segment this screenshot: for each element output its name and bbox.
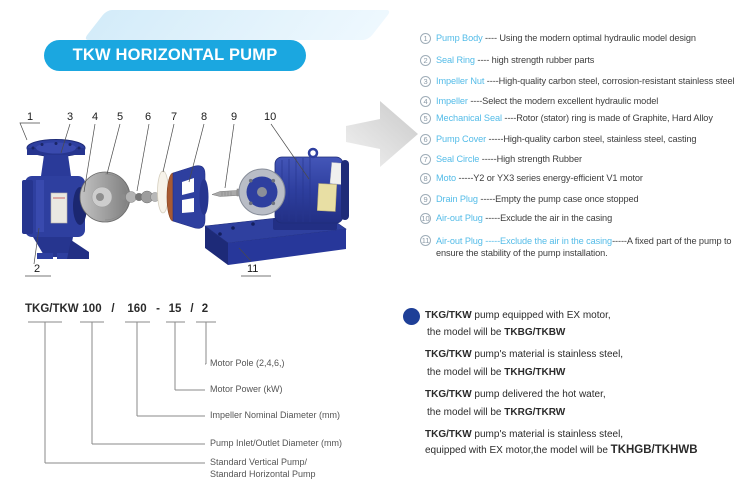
parts-list-item — [420, 213, 612, 223]
part-number-badge: 2 — [420, 55, 431, 66]
part-number-badge: 4 — [420, 96, 431, 107]
model-segment-pole: 2 — [201, 303, 209, 315]
part-name: Drain Plug — [436, 194, 478, 204]
part-number-badge: 5 — [420, 113, 431, 124]
pump-exploded-diagram — [15, 100, 350, 290]
part-number-badge: 8 — [420, 173, 431, 184]
label-inlet-outlet-diameter: Pump Inlet/Outlet Diameter (mm) — [210, 438, 343, 448]
callout-9: 9 — [231, 111, 238, 123]
pump-body-graphic — [22, 140, 89, 260]
variant-text: pump equipped with EX motor, — [471, 310, 611, 321]
label-standard-pump-line1: Standard Vertical Pump/ — [210, 457, 308, 467]
part-number-badge: 3 — [420, 76, 431, 87]
part-description: ---- high strength rubber parts — [474, 55, 595, 65]
variant-line — [427, 327, 565, 339]
part-name: Impeller — [436, 96, 468, 106]
variant-line — [427, 407, 565, 419]
parts-list-item — [420, 55, 594, 65]
callout-10: 10 — [264, 111, 277, 123]
pump-cover-graphic — [167, 166, 209, 229]
variant-text: the model will be — [427, 407, 505, 418]
variant-text: equipped with EX motor,the model will be — [425, 445, 611, 456]
parts-list-item — [420, 76, 734, 86]
part-name: Seal Ring — [436, 55, 475, 65]
model-separator: - — [156, 303, 160, 315]
variant-text: the model will be — [427, 327, 505, 338]
part-description: ---- Using the modern optimal hydraulic model design — [482, 33, 696, 43]
part-name: Seal Circle — [436, 154, 480, 164]
part-description: ----High-quality carbon steel, corrosion-resistant stainless steel — [484, 76, 735, 86]
part-number-badge: 10 — [421, 214, 430, 223]
series-code: TKG/TKW — [425, 429, 472, 440]
parts-list-item — [420, 154, 582, 164]
variant-line — [425, 444, 698, 457]
swoosh-decoration — [83, 10, 391, 40]
callout-4: 4 — [92, 111, 99, 123]
parts-list-item — [420, 33, 696, 43]
part-number-badge: 7 — [420, 154, 431, 165]
model-code: TKRG/TKRW — [504, 407, 566, 418]
page-title: TKW HORIZONTAL PUMP — [44, 40, 306, 71]
variant-text: pump delivered the hot water, — [471, 389, 606, 400]
part-number-badge: 1 — [420, 33, 431, 44]
model-separator: / — [190, 303, 194, 315]
part-number-badge: 6 — [420, 134, 431, 145]
parts-list-item — [420, 96, 658, 106]
model-code-lines — [28, 322, 216, 463]
part-description: -----Y2 or YX3 series energy-efficient V1 motor — [456, 173, 643, 183]
right-arrow-graphic — [346, 96, 420, 174]
model-code: TKBG/TKBW — [504, 327, 566, 338]
callout-2: 2 — [34, 263, 41, 275]
part-description: -----High strength Rubber — [479, 154, 582, 164]
parts-list-item — [420, 113, 713, 123]
label-impeller-diameter: Impeller Nominal Diameter (mm) — [210, 410, 341, 420]
model-segment-inlet: 100 — [82, 303, 102, 315]
parts-list-item — [420, 194, 639, 204]
model-code: TKHG/TKHW — [504, 367, 566, 378]
part-description: -----High-quality carbon steel, stainless steel, casting — [486, 134, 697, 144]
model-code: TKHGB/TKHWB — [610, 444, 698, 456]
variant-line — [425, 429, 623, 441]
series-code: TKG/TKW — [425, 310, 472, 321]
callout-11: 11 — [247, 263, 259, 275]
part-name: Impeller Nut — [436, 76, 485, 86]
callout-5: 5 — [117, 111, 124, 123]
callout-6: 6 — [145, 111, 152, 123]
part-description: -----A fixed part of the pump to ensure the stability of the pump installation. — [436, 236, 732, 258]
parts-list-item — [420, 173, 643, 183]
parts-list-item — [420, 134, 696, 144]
model-segment-impeller: 160 — [127, 303, 147, 315]
variant-line — [425, 389, 606, 401]
model-code-text — [25, 303, 208, 315]
callout-3: 3 — [67, 111, 74, 123]
part-description: -----Empty the pump case once stopped — [477, 194, 639, 204]
part-name: Pump Cover — [436, 134, 487, 144]
part-description: -----Exclude the air in the casing — [482, 213, 613, 223]
variant-line — [425, 349, 623, 361]
label-motor-pole: Motor Pole (2,4,6,) — [210, 358, 285, 368]
label-motor-power: Motor Power (kW) — [210, 384, 283, 394]
part-description: ----Select the modern excellent hydraulic model — [467, 96, 659, 106]
part-number-badge: 11 — [421, 236, 430, 245]
part-name: Air-out Plug -----Exclude the air in the casing — [436, 236, 613, 246]
variant-line — [427, 367, 565, 379]
part-description: ----Rotor (stator) ring is made of Graphite, Hard Alloy — [501, 113, 713, 123]
series-code: TKG/TKW — [425, 389, 472, 400]
callout-7: 7 — [171, 111, 178, 123]
part-name: Mechanical Seal — [436, 113, 502, 123]
model-segment-series: TKG/TKW — [25, 303, 79, 315]
series-code: TKG/TKW — [425, 349, 472, 360]
variant-text: pump's material is stainless steel, — [471, 429, 624, 440]
parts-list-item — [420, 235, 756, 259]
variant-line — [425, 310, 611, 322]
model-separator: / — [111, 303, 115, 315]
bullet-icon — [403, 308, 420, 325]
motor-graphic — [239, 149, 349, 230]
part-name: Pump Body — [436, 33, 483, 43]
model-code-labels — [210, 358, 342, 479]
callout-8: 8 — [201, 111, 208, 123]
model-segment-power: 15 — [168, 303, 182, 315]
model-code-breakdown — [20, 295, 365, 495]
part-number-badge: 9 — [420, 194, 431, 205]
part-name: Moto — [436, 173, 457, 183]
variant-text: the model will be — [427, 367, 505, 378]
part-name: Air-out Plug — [436, 213, 483, 223]
label-standard-pump-line2: Standard Horizontal Pump — [210, 469, 316, 479]
callout-1: 1 — [27, 111, 34, 123]
variant-text: pump's material is stainless steel, — [471, 349, 624, 360]
